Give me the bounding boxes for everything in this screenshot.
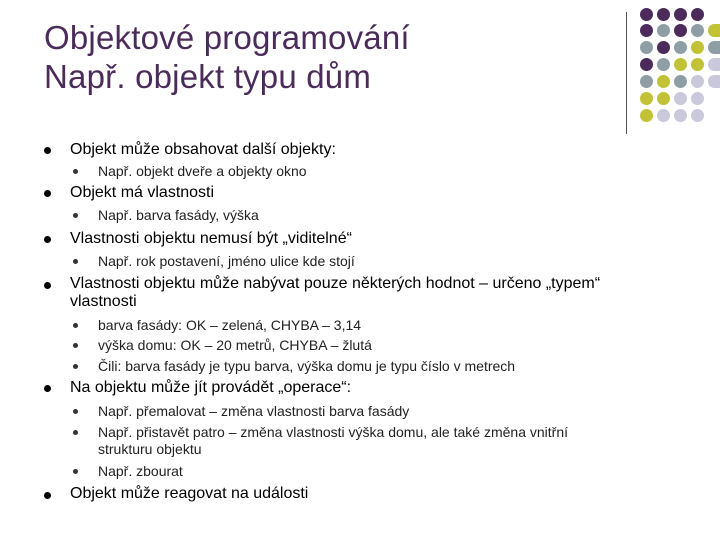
bullet-text: Vlastnosti objektu může nabývat pouze některých hodnot – určeno „typem“ [70, 275, 601, 292]
decorative-dot [657, 41, 670, 54]
decorative-dot [640, 109, 653, 122]
bullet-marker [44, 385, 51, 392]
decorative-dot [691, 109, 704, 122]
decorative-dot [674, 75, 687, 88]
sub-bullet-marker [73, 469, 78, 474]
bullet-marker [44, 236, 51, 243]
sub-bullet-text: Čili: barva fasády je typu barva, výška domu je typu číslo v metrech [98, 358, 516, 374]
sub-bullet-marker [73, 409, 78, 414]
decorative-dot [691, 58, 704, 71]
bullet-marker [44, 147, 51, 154]
sub-bullet-marker [73, 323, 78, 328]
decorative-dot [640, 75, 653, 88]
sub-bullet-marker [73, 169, 78, 174]
decorative-dot [674, 92, 687, 105]
bullet-text-continuation: vlastnosti [70, 293, 137, 310]
decorative-dot [708, 58, 720, 71]
sub-bullet-text: výška domu: OK – 20 metrů, CHYBA – žlutá [98, 337, 372, 353]
decorative-dot [640, 41, 653, 54]
decorative-dot [691, 75, 704, 88]
sub-bullet-text: Např. rok postavení, jméno ulice kde stojí [98, 253, 355, 269]
bullet-marker [44, 492, 51, 499]
decorative-dot [674, 41, 687, 54]
decorative-dot [691, 24, 704, 37]
bullet-text: Vlastnosti objektu nemusí být „viditelné“ [70, 230, 352, 247]
sub-bullet-text-continuation: strukturu objektu [98, 441, 202, 457]
sub-bullet-marker [73, 430, 78, 435]
sub-bullet-marker [73, 364, 78, 369]
slide-title [44, 18, 410, 96]
sub-bullet-text: Např. zbourat [98, 463, 183, 479]
sub-bullet-marker [73, 343, 78, 348]
decorative-dot [674, 109, 687, 122]
decorative-dot [657, 24, 670, 37]
decorative-dot [657, 92, 670, 105]
bullet-text: Objekt může obsahovat další objekty: [70, 141, 336, 158]
decorative-dot [640, 8, 653, 21]
title-line-2: Např. objekt typu dům [44, 58, 372, 95]
decorative-dot [657, 58, 670, 71]
sub-bullet-text: Např. přistavět patro – změna vlastnosti výška domu, ale také změna vnitřní [98, 424, 568, 440]
decorative-dot [708, 75, 720, 88]
decorative-dot [657, 8, 670, 21]
decorative-dot [674, 24, 687, 37]
sub-bullet-text: Např. objekt dveře a objekty okno [98, 163, 307, 179]
decorative-divider [626, 12, 627, 134]
bullet-marker [44, 190, 51, 197]
sub-bullet-text: Např. barva fasády, výška [98, 207, 259, 223]
sub-bullet-text: barva fasády: OK – zelená, CHYBA – 3,14 [98, 317, 362, 333]
decorative-dot [708, 41, 720, 54]
decorative-dot [708, 24, 720, 37]
bullet-text: Objekt má vlastnosti [70, 184, 215, 201]
decorative-dot [674, 58, 687, 71]
sub-bullet-marker [73, 259, 78, 264]
decorative-dot [674, 8, 687, 21]
sub-bullet-text: Např. přemalovat – změna vlastnosti barva fasády [98, 403, 410, 419]
decorative-dot [640, 58, 653, 71]
decorative-dot [657, 75, 670, 88]
bullet-text: Objekt může reagovat na události [70, 485, 309, 502]
bullet-marker [44, 282, 51, 289]
decorative-dot [691, 8, 704, 21]
decorative-dot [691, 41, 704, 54]
decorative-dot [640, 24, 653, 37]
decorative-dot [691, 92, 704, 105]
title-line-1: Objektové programování [44, 19, 410, 56]
bullet-text: Na objektu může jít provádět „operace“: [70, 379, 352, 396]
decorative-dot [657, 109, 670, 122]
sub-bullet-marker [73, 213, 78, 218]
decorative-dot [640, 92, 653, 105]
